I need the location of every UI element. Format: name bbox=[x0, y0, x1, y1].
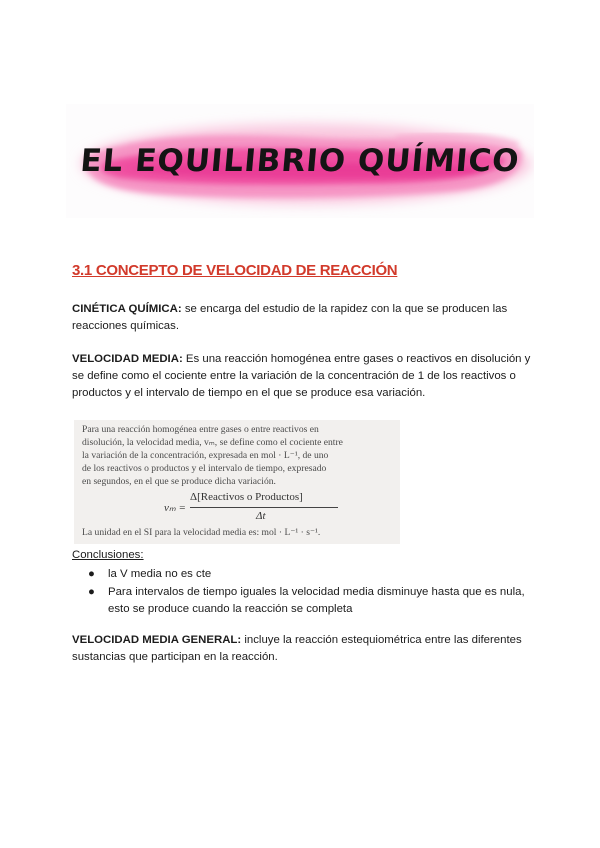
section-heading: 3.1 CONCEPTO DE VELOCIDAD DE REACCIÓN bbox=[72, 262, 398, 279]
conclusions-label: Conclusiones: bbox=[72, 549, 144, 561]
title-banner bbox=[66, 104, 534, 218]
cinetica-text: se encarga del estudio de la rapidez con la que se producen las reacciones químicas. bbox=[72, 303, 508, 332]
bullet-icon: ● bbox=[88, 568, 95, 580]
formula-numerator: Δ[Reactivos o Productos] bbox=[190, 491, 303, 503]
velocidad-media-text: Es una reacción homogénea entre gases o reactivos en disolución y se define como el cociente entre la variación de la concentración de 1 de los reactivos o productos y el intervalo de tiempo en el que se produce esa variación. bbox=[72, 353, 531, 399]
textbook-scan-image bbox=[74, 420, 400, 544]
page-title: EL EQUILIBRIO QUÍMICO bbox=[78, 143, 522, 179]
cinetica-term: CINÉTICA QUÍMICA: bbox=[72, 303, 182, 315]
scan-line: Para una reacción homogénea entre gases o entre reactivos en bbox=[82, 424, 319, 435]
velocidad-media-term: VELOCIDAD MEDIA: bbox=[72, 353, 183, 365]
formula-denominator: Δt bbox=[256, 510, 266, 522]
fraction-bar bbox=[190, 507, 338, 508]
formula-lhs: vₘ = bbox=[164, 502, 186, 514]
scan-line: en segundos, en el que se produce dicha variación. bbox=[82, 476, 276, 487]
velocidad-media-general-paragraph bbox=[72, 632, 532, 666]
bullet-icon: ● bbox=[88, 586, 95, 598]
velocidad-media-paragraph bbox=[72, 351, 532, 402]
velocidad-media-general-text: incluye la reacción estequiométrica entre las diferentes sustancias que participan en la reacción. bbox=[72, 634, 522, 663]
scan-footer: La unidad en el SI para la velocidad media es: mol · L⁻¹ · s⁻¹. bbox=[82, 527, 321, 538]
conclusion-item: Para intervalos de tiempo iguales la velocidad media disminuye hasta que es nula, esto se produce cuando la reacción se completa bbox=[108, 586, 525, 615]
scan-line: la variación de la concentración, expresada en mol · L⁻¹, de uno bbox=[82, 450, 329, 461]
scan-line: disolución, la velocidad media, vₘ, se define como el cociente entre bbox=[82, 437, 343, 448]
conclusion-item: la V media no es cte bbox=[108, 568, 212, 580]
velocidad-media-general-term: VELOCIDAD MEDIA GENERAL: bbox=[72, 634, 242, 646]
scan-line: de los reactivos o productos y el intervalo de tiempo, expresado bbox=[82, 463, 327, 474]
cinetica-paragraph bbox=[72, 301, 532, 335]
